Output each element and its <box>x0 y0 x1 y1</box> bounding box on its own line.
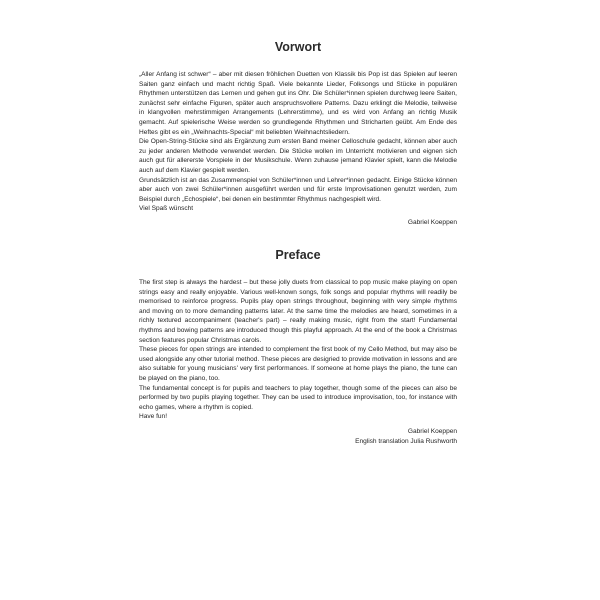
english-title: Preface <box>275 248 321 262</box>
english-paragraph-3: The fundamental concept is for pupils and teachers to play together, though some of the pieces can also be performed by two pupils playing together. They can be used to introduce improvisation, too, for instance with echo games, where a rhythm is copied. <box>139 384 457 411</box>
german-paragraph-1: „Aller Anfang ist schwer“ – aber mit diesen fröhlichen Duetten von Klassik bis Pop ist das Spielen auf leeren Saiten ganz einfach und macht richtig Spaß. Viele bekannte Lieder, Folksongs und Stücke in populären Rhythmen unterstützen das Lernen und gehen gut ins Ohr. Die Schüler*innen spielen durchweg leere Saiten, zunächst sehr einfache Figuren, später auch anspruchsvollere Patterns. Dazu erklingt die Melodie, teilweise in klangvollen mehrstimmigen Arrangements (Lehrerstimme), und es wird von Anfang an richtig Musik gemacht. Auf spielerische Weise werden so grundlegende Rhythmen und Stricharten geübt. Am Ende des Heftes gibt es ein „Weihnachts-Special“ mit beliebten Weihnachtsliedern. <box>139 71 457 136</box>
german-paragraph-2: Die Open-String-Stücke sind als Ergänzung zum ersten Band meiner Celloschule gedacht, können aber auch zu jeder anderen Methode verwendet werden. Die Stücke wollen im Unterricht motivieren und eignen sich auch gut für allererste Vorspiele in der Musikschule. Wenn zuhause jemand Klavier spielt, kann die Melodie auch auf dem Klavier gespielt werden. <box>139 138 457 174</box>
english-closing: Have fun! <box>139 413 168 421</box>
english-paragraph-2: These pieces for open strings are intended to complement the first book of my Cello Method, but may also be used alongside any other tutorial method. These pieces are desigried to provide motivation in lessons and are also suitable for young musicians' very first performances. If someone at home plays the piano, the tune can be played on the piano, too. <box>139 346 457 382</box>
german-title: Vorwort <box>274 40 322 54</box>
german-paragraph-3: Grundsätzlich ist an das Zusammenspiel von Schüler*innen und Lehrer*innen gedacht. Einige Stücke können aber auch von zwei Schüler*innen ausgeführt werden und für erste Improvisationen genutzt werden, zum Beispiel durch „Echospiele“, bei denen ein bestimmter Rhythmus nachgespielt wird. <box>139 176 457 203</box>
english-signature: Gabriel Koeppen <box>407 427 457 435</box>
german-preface-body <box>139 70 457 228</box>
german-closing: Viel Spaß wünscht <box>139 205 194 213</box>
english-paragraph-1: The first step is always the hardest – but these jolly duets from classical to pop music make playing on open strings easy and really enjoyable. Various well-known songs, folk songs and popular rhythms will readily be memorised to reinforce progress. Pupils play open strings throughout, beginning with very simple rhythms and moving on to more demanding patterns later. At the same time the melodies are heard, sometimes in a richly textured accompaniment (teacher's part) – really making music, right from the start! Fundamental rhythms and bowing patterns are introduced though this playful approach. At the end of the book a Christmas section features popular Christmas carols. <box>139 279 457 344</box>
english-preface-body <box>139 278 457 446</box>
translation-credit: English translation Julia Rushworth <box>355 437 457 445</box>
german-signature: Gabriel Koeppen <box>407 218 457 226</box>
